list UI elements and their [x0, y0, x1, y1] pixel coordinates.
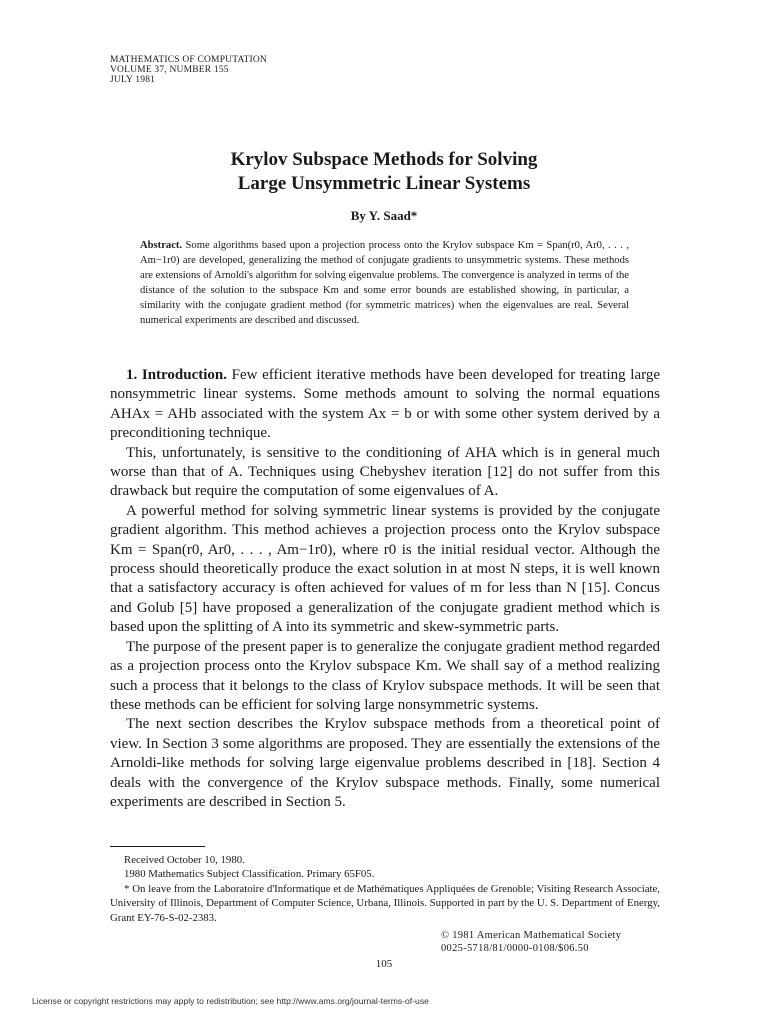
abstract-label: Abstract.: [140, 240, 183, 251]
paper-title: [0, 148, 768, 196]
paragraph-text: Few efficient iterative methods have been developed for treating large nonsymmetric linear systems. Some methods amount to solving the normal equations AHAx = AHb associated with the system Ax = b or with some other system derived by a preconditioning technique.: [110, 367, 660, 442]
section-heading: 1. Introduction.: [126, 367, 228, 383]
abstract-text: Some algorithms based upon a projection process onto the Krylov subspace Km = Span(r0, Ar0, . . . , Am−1r0) are developed, generalizing the method of conjugate gradients to unsymmetric systems. These methods are extensions of Arnoldi's algorithm for solving eigenvalue problems. The convergence is analyzed in terms of the distance of the solution to the subspace Km and some error bounds are established showing, in particular, a similarity with the conjugate gradient method (for symmetric matrices) when the eigenvalues are real. Several numerical experiments are described and discussed.: [140, 240, 629, 326]
paragraph: The purpose of the present paper is to generalize the conjugate gradient method regarded as a projection process onto the Krylov subspace Km. We shall say of a method realizing such a process that it belongs to the class of Krylov subspace methods. It will be seen that these methods can be efficient for solving large nonsymmetric systems.: [110, 638, 660, 713]
introduction-section: [110, 366, 660, 812]
journal-volume: VOLUME 37, NUMBER 155: [110, 65, 229, 75]
subject-classification: 1980 Mathematics Subject Classification. Primary 65F05.: [124, 868, 375, 881]
paragraph: [110, 366, 660, 444]
paragraph: This, unfortunately, is sensitive to the conditioning of AHA which is in general much worse than that of A. Techniques using Chebyshev iteration [12] do not suffer from this drawback but require the computation of some eigenvalues of A.: [110, 444, 660, 500]
copyright-line: © 1981 American Mathematical Society: [441, 930, 622, 941]
author-affiliation: * On leave from the Laboratoire d'Informatique et de Mathématiques Appliquées de Grenoble; Visiting Research Associate, University of Illinois, Department of Computer Science, Urbana, Illinois. Supported in part by the U. S. Department of Energy, Grant EY-76-S-02-2383.: [110, 882, 660, 924]
received-date: Received October 10, 1980.: [124, 854, 245, 866]
journal-header: [110, 55, 267, 85]
copyright-block: [441, 930, 621, 955]
license-notice: License or copyright restrictions may apply to redistribution; see http://www.ams.org/journal-terms-of-use: [32, 996, 429, 1006]
abstract: [140, 238, 629, 328]
footnotes: [110, 853, 660, 925]
title-line-1: Krylov Subspace Methods for Solving: [230, 149, 538, 170]
author: By Y. Saad*: [350, 208, 418, 223]
paragraph: The next section describes the Krylov subspace methods from a theoretical point of view. In Section 3 some algorithms are proposed. They are essentially the extensions of the Arnoldi-like methods for solving large eigenvalue problems described in [18]. Section 4 deals with the convergence of the Krylov subspace methods. Finally, some numerical experiments are described in Section 5.: [110, 716, 660, 810]
paragraph: A powerful method for solving symmetric linear systems is provided by the conjugate gradient algorithm. This method achieves a projection process onto the Krylov subspace Km = Span(r0, Ar0, . . . , Am−1r0), where r0 is the initial residual vector. Although the process should theoretically produce the exact solution in at most N steps, it is well known that a satisfactory accuracy is often achieved for values of m for less than N [15]. Concus and Golub [5] have proposed a generalization of the conjugate gradient method which is based upon the splitting of A into its symmetric and skew-symmetric parts.: [110, 502, 660, 636]
page-number: 105: [375, 958, 393, 970]
journal-date: JULY 1981: [110, 75, 156, 85]
footnote-rule: [110, 846, 205, 847]
issn-line: 0025-5718/81/0000-0108/$06.50: [441, 942, 589, 954]
journal-name: MATHEMATICS OF COMPUTATION: [110, 55, 267, 65]
title-line-2: Large Unsymmetric Linear Systems: [237, 173, 531, 194]
